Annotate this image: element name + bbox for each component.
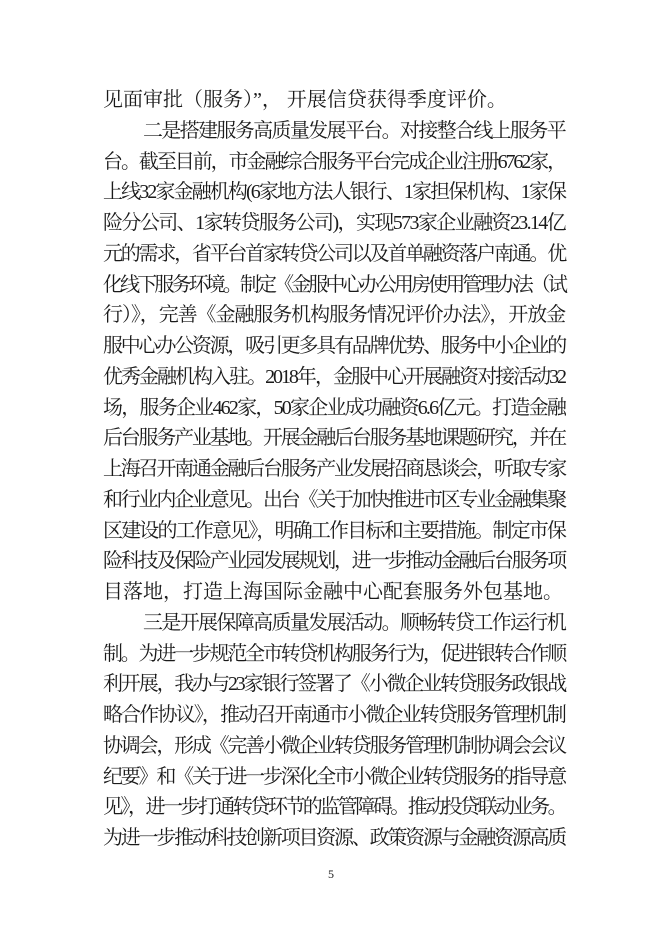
text-line: 险科技及保险产业园发展规划，进一步推动金融后台服务项: [103, 550, 565, 573]
text-line: 上海召开南通金融后台服务产业发展招商恳谈会，听取专家: [103, 458, 565, 480]
text-line: 纪要》和《关于进一步深化全市小微企业转贷服务的指导意: [103, 765, 565, 788]
text-line: 三是开展保障高质量发展活动。顺畅转贷工作运行机: [143, 611, 565, 634]
text-line: 见面审批（服务）”， 开展信贷获得季度评价。: [103, 89, 507, 111]
text-line: 元的需求，省平台首家转贷公司以及首单融资落户南通。优: [103, 242, 565, 265]
text-line: 化线下服务环境。制定《金服中心办公用房使用管理办法（试: [103, 273, 565, 296]
text-line: 目落地，打造上海国际金融中心配套服务外包基地。: [103, 581, 563, 603]
text-line: 见》，进一步打通转贷环节的监管障碍。推动投贷联动业务。: [103, 796, 565, 819]
text-line: 上线32家金融机构(6家地方法人银行、1家担保机构、1家保: [103, 181, 565, 204]
text-line: 台。截至目前，市金融综合服务平台完成企业注册6762家，: [103, 150, 565, 173]
text-line: 为进一步推动科技创新项目资源、政策资源与金融资源高质: [103, 827, 565, 849]
text-line: 区建设的工作意见》，明确工作目标和主要措施。制定市保: [103, 519, 565, 542]
text-line: 利开展，我办与23家银行签署了《小微企业转贷服务政银战: [103, 673, 565, 696]
text-line: 二是搭建服务高质量发展平台。对接整合线上服务平: [143, 119, 565, 142]
text-line: 优秀金融机构入驻。2018年，金服中心开展融资对接活动32: [103, 365, 565, 388]
document-body: [103, 85, 565, 854]
text-line: 制。为进一步规范全市转贷机构服务行为，促进银转合作顺: [103, 642, 565, 665]
text-line: 和行业内企业意见。出台《关于加快推进市区专业金融集聚: [103, 488, 565, 511]
page-number: 5: [328, 867, 334, 881]
text-line: 行）》，完善《金融服务机构服务情况评价办法》，开放金: [103, 304, 565, 327]
text-line: 略合作协议》，推动召开南通市小微企业转贷服务管理机制: [103, 704, 565, 726]
text-line: 协调会，形成《完善小微企业转贷服务管理机制协调会会议: [103, 734, 565, 757]
text-line: 后台服务产业基地。开展金融后台服务基地课题研究，并在: [103, 427, 565, 450]
text-line: 服中心办公资源，吸引更多具有品牌优势、服务中小企业的: [103, 335, 565, 357]
text-line: 险分公司、1家转贷服务公司)，实现573家企业融资23.14亿: [103, 212, 565, 234]
text-line: 场，服务企业462家，50家企业成功融资6.6亿元。打造金融: [103, 396, 565, 419]
